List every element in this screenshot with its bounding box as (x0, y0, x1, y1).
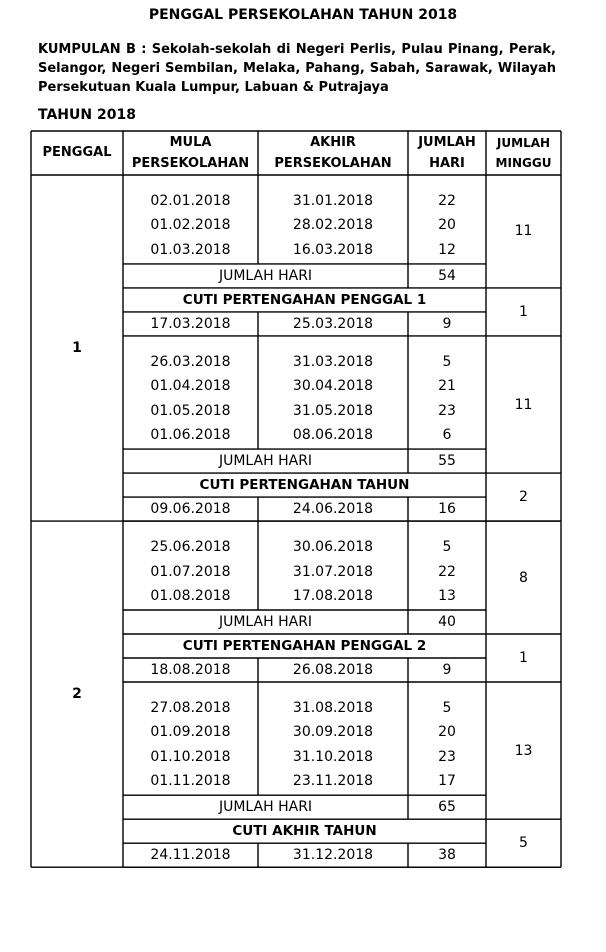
start-date: 01.10.2018 (150, 748, 231, 765)
day-count: 23 (438, 748, 456, 765)
day-count: 20 (438, 724, 456, 741)
document-title: PENGGAL PERSEKOLAHAN TAHUN 2018 (148, 7, 458, 23)
start-date: 01.04.2018 (150, 378, 231, 395)
header-akhir-line: AKHIR (310, 135, 356, 150)
start-date: 25.06.2018 (150, 539, 231, 556)
holiday-end-date: 25.03.2018 (292, 315, 374, 332)
penggal-number: 1 (72, 340, 82, 357)
holiday-start-date: 18.08.2018 (150, 662, 231, 678)
holiday-days: 16 (438, 501, 456, 518)
end-date: 30.04.2018 (292, 378, 374, 395)
end-date: 31.10.2018 (292, 748, 374, 765)
group-description: KUMPULAN B : Sekolah-sekolah di Negeri Perlis, Pulau Pinang, Perak, Selangor, Negeri Sembilan, Melaka, Pahang, Sabah, Sarawak, Wilayah Persekutuan Kuala Lumpur, Labuan & Putrajaya (38, 42, 556, 95)
start-date: 01.09.2018 (150, 724, 231, 741)
holiday-start-date: 09.06.2018 (150, 501, 231, 518)
header-akhir-line: PERSEKOLAHAN (274, 156, 392, 171)
header-jumlah-hari-line: JUMLAH (418, 135, 476, 150)
end-date: 30.09.2018 (292, 724, 374, 741)
header-jumlah-hari (408, 132, 486, 174)
total-days-label: JUMLAH HARI (218, 799, 313, 816)
end-date: 23.11.2018 (292, 773, 374, 790)
weeks-value: 8 (519, 569, 528, 586)
end-date: 31.05.2018 (292, 402, 374, 419)
start-date: 01.11.2018 (150, 773, 231, 790)
weeks-value: 2 (519, 489, 528, 506)
day-count: 22 (438, 193, 456, 210)
year-label: TAHUN 2018 (38, 107, 136, 123)
day-count: 13 (438, 587, 456, 604)
holiday-start-date: 24.11.2018 (150, 847, 231, 864)
header-jumlah-hari-line: HARI (429, 156, 465, 171)
total-days-value: 55 (438, 453, 456, 470)
holiday-title: CUTI PERTENGAHAN PENGGAL 1 (182, 291, 427, 308)
header-mula-line: MULA (169, 135, 212, 150)
day-count: 5 (442, 539, 452, 556)
header-jumlah-minggu-line: MINGGU (495, 156, 552, 170)
holiday-days: 9 (442, 662, 452, 678)
weeks-value: 1 (519, 303, 528, 320)
day-count: 17 (438, 773, 456, 790)
header-jumlah-minggu (486, 133, 561, 173)
start-date: 01.02.2018 (150, 217, 231, 234)
end-date: 31.07.2018 (292, 563, 374, 580)
holiday-title: CUTI PERTENGAHAN TAHUN (199, 477, 410, 494)
weeks-value: 5 (519, 835, 528, 852)
end-date: 17.08.2018 (292, 587, 374, 604)
total-days-label: JUMLAH HARI (218, 614, 313, 630)
holiday-title: CUTI AKHIR TAHUN (232, 823, 377, 840)
holiday-start-date: 17.03.2018 (150, 315, 231, 332)
holiday-title: CUTI PERTENGAHAN PENGGAL 2 (182, 638, 427, 654)
day-count: 21 (438, 378, 456, 395)
end-date: 31.08.2018 (292, 700, 374, 717)
header-mula-line: PERSEKOLAHAN (131, 156, 250, 171)
header-akhir (258, 132, 408, 174)
header-penggal: PENGGAL (42, 145, 112, 160)
total-days-value: 65 (438, 799, 456, 816)
end-date: 31.03.2018 (292, 354, 374, 371)
end-date: 28.02.2018 (292, 217, 374, 234)
start-date: 01.05.2018 (150, 402, 231, 419)
end-date: 08.06.2018 (292, 426, 374, 443)
holiday-days: 38 (438, 847, 456, 864)
start-date: 01.07.2018 (150, 563, 231, 580)
start-date: 02.01.2018 (150, 193, 231, 210)
end-date: 16.03.2018 (292, 241, 374, 258)
day-count: 23 (438, 402, 456, 419)
holiday-end-date: 31.12.2018 (292, 847, 374, 864)
start-date: 01.08.2018 (150, 587, 231, 604)
weeks-value: 13 (514, 742, 533, 759)
total-days-label: JUMLAH HARI (218, 267, 313, 284)
holiday-end-date: 24.06.2018 (292, 501, 374, 518)
day-count: 22 (438, 563, 456, 580)
total-days-value: 40 (438, 614, 456, 630)
start-date: 26.03.2018 (150, 354, 231, 371)
penggal-number: 2 (72, 686, 82, 703)
weeks-value: 1 (519, 650, 528, 666)
day-count: 5 (442, 700, 452, 717)
total-days-label: JUMLAH HARI (218, 453, 313, 470)
start-date: 01.03.2018 (150, 241, 231, 258)
start-date: 01.06.2018 (150, 426, 231, 443)
total-days-value: 54 (438, 267, 456, 284)
day-count: 20 (438, 217, 456, 234)
weeks-value: 11 (514, 396, 533, 413)
holiday-end-date: 26.08.2018 (292, 662, 374, 678)
end-date: 30.06.2018 (292, 539, 374, 556)
start-date: 27.08.2018 (150, 700, 231, 717)
day-count: 6 (442, 426, 452, 443)
holiday-days: 9 (442, 315, 452, 332)
header-jumlah-minggu-line: JUMLAH (496, 136, 551, 150)
day-count: 12 (438, 241, 456, 258)
weeks-value: 11 (514, 223, 533, 240)
day-count: 5 (442, 354, 452, 371)
header-mula (123, 132, 258, 174)
end-date: 31.01.2018 (292, 193, 374, 210)
